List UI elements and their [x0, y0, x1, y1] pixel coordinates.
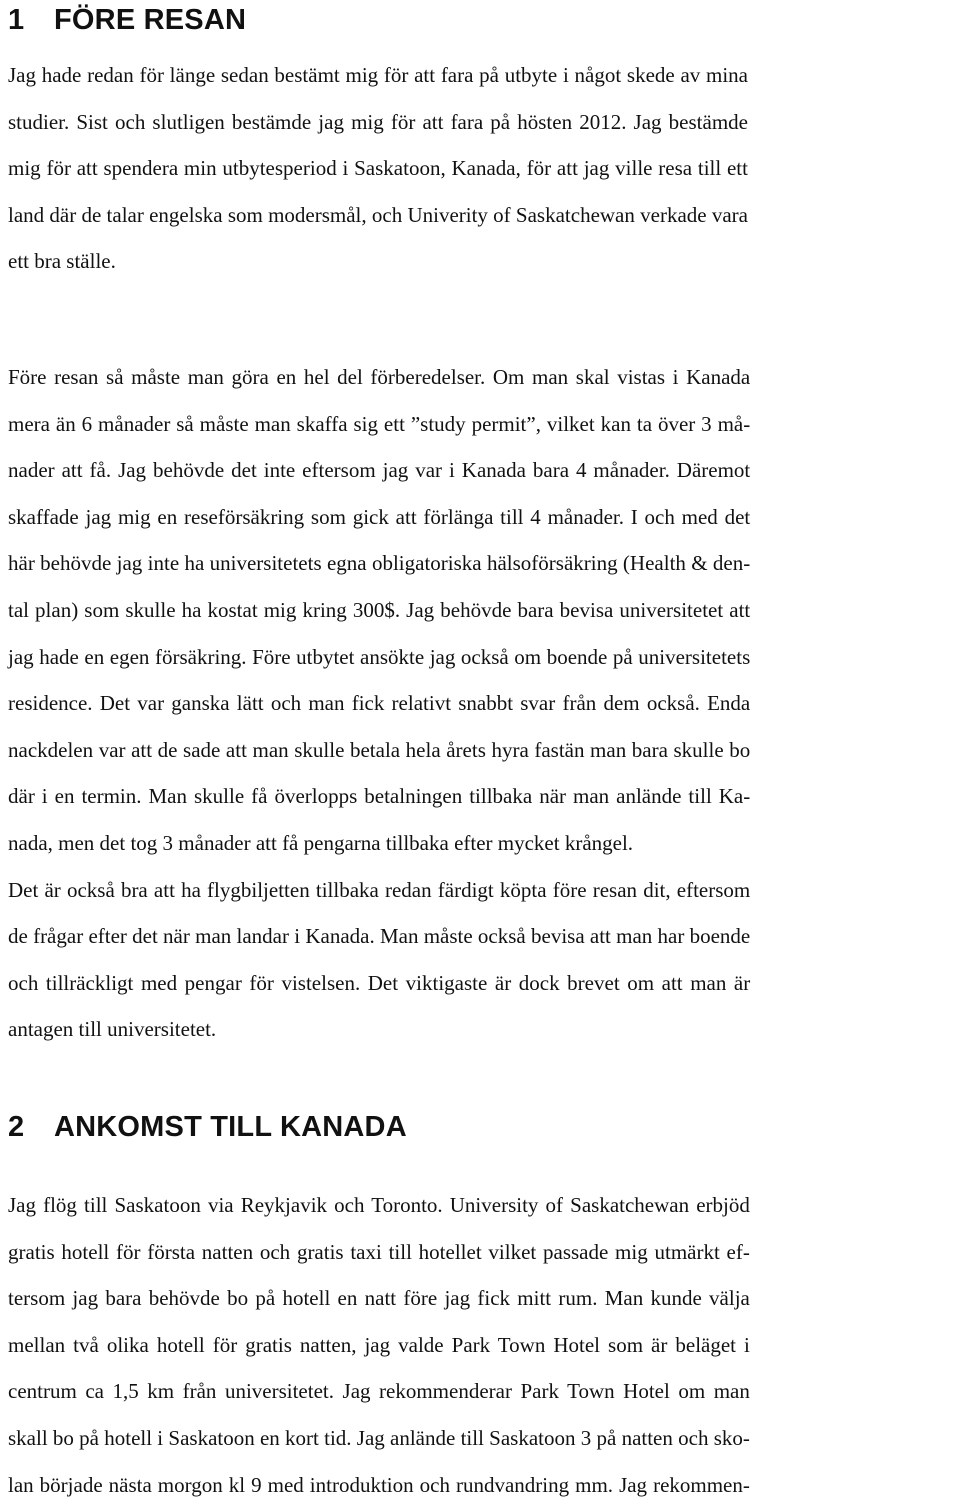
text-line: residence. Det var ganska lätt och man fick relativt snabbt svar från dem också. Enda: [8, 691, 751, 716]
section-1-paragraph-1: [8, 52, 748, 285]
text-line: Före resan så måste man göra en hel del förberedelser. Om man skal vistas i Kanada: [8, 365, 751, 389]
text-line: här behövde jag inte ha universitetets egna obligatoriska hälsoförsäkring (Health & den-: [8, 551, 751, 576]
text-line: nader att få. Jag behövde det inte eftersom jag var i Kanada bara 4 månader. Däremot: [8, 458, 751, 483]
text-line: tersom jag bara behövde bo på hotell en natt före jag fick mitt rum. Man kunde välja: [8, 1286, 750, 1311]
text-line: land där de talar engelska som modersmål, och Univerity of Saskatchewan verkade vara: [8, 202, 748, 227]
section-1-heading: [8, 0, 246, 40]
section-1-paragraph-2: [8, 354, 750, 1053]
text-line: Det är också bra att ha flygbiljetten tillbaka redan färdigt köpta före resan dit, eftersom: [8, 877, 751, 902]
text-line: mellan två olika hotell för gratis natten, jag valde Park Town Hotel som är beläget i: [8, 1332, 750, 1357]
text-line: lan började nästa morgon kl 9 med introduktion och rundvandring mm. Jag rekommen-: [8, 1472, 750, 1497]
text-line: mig för att spendera min utbytesperiod i Saskatoon, Kanada, för att jag ville resa till ett: [8, 156, 748, 181]
text-line: nackdelen var att de sade att man skulle betala hela årets hyra fastän man bara skulle bo: [8, 737, 751, 762]
text-line: antagen till universitetet.: [8, 1017, 217, 1042]
section-2-heading: [8, 1107, 407, 1147]
text-line: de frågar efter det när man landar i Kanada. Man måste också bevisa att man har boende: [8, 924, 751, 949]
text-line: Jag hade redan för länge sedan bestämt mig för att fara på utbyte i något skede av mina: [8, 63, 748, 87]
section-2-paragraph-1: [8, 1182, 750, 1508]
section-2-number: 2: [8, 1111, 25, 1143]
text-line: centrum ca 1,5 km från universitetet. Jag rekommenderar Park Town Hotel om man: [8, 1379, 750, 1404]
text-line: mera än 6 månader så måste man skaffa sig ett ”study permit”, vilket kan ta över 3 må-: [8, 411, 751, 436]
text-line: ett bra ställe.: [8, 249, 116, 274]
text-line: studier. Sist och slutligen bestämde jag mig för att fara på hösten 2012. Jag bestämde: [8, 109, 748, 134]
text-line: nada, men det tog 3 månader att få pengarna tillbaka efter mycket krångel.: [8, 830, 634, 855]
section-1-title: FÖRE RESAN: [54, 4, 247, 36]
text-line: där i en termin. Man skulle få överlopps betalningen tillbaka när man anlände till Ka-: [8, 784, 751, 809]
text-line: och tillräckligt med pengar för vistelsen. Det viktigaste är dock brevet om att man är: [8, 970, 751, 995]
text-line: jag hade en egen försäkring. Före utbytet ansökte jag också om boende på universitetets: [8, 644, 751, 669]
text-line: tal plan) som skulle ha kostat mig kring 300$. Jag behövde bara bevisa universitetet att: [8, 597, 751, 622]
section-1-number: 1: [8, 4, 25, 36]
text-line: gratis hotell för första natten och gratis taxi till hotellet vilket passade mig utmärkt ef-: [8, 1239, 750, 1264]
text-line: skall bo på hotell i Saskatoon en kort tid. Jag anlände till Saskatoon 3 på natten och sko-: [8, 1425, 750, 1450]
section-2-title: ANKOMST TILL KANADA: [54, 1111, 407, 1143]
text-line: skaffade jag mig en reseförsäkring som gick att förlänga till 4 månader. I och med det: [8, 504, 751, 529]
text-line: Jag flög till Saskatoon via Reykjavik och Toronto. University of Saskatchewan erbjöd: [8, 1193, 750, 1217]
